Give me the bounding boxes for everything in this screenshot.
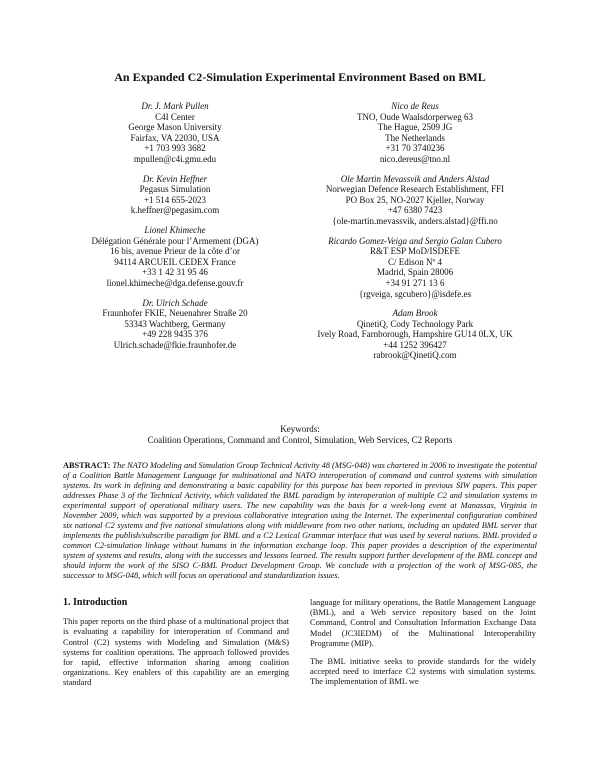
keywords-section: [0, 424, 600, 446]
body-column-right: [310, 598, 536, 696]
author-address: C/ Edison Nº 4: [387, 256, 443, 267]
author-email: {rgveiga, sgcubero}@isdefe.es: [359, 288, 471, 299]
author-affiliation: QinetiQ, Cody Technology Park: [356, 318, 474, 329]
author-block: [60, 298, 290, 351]
author-email: nico.dereus@tno.nl: [379, 153, 451, 164]
author-email: Ulrich.schade@fkie.fraunhofer.de: [113, 339, 237, 350]
body-paragraph: This paper reports on the third phase of a multinational project that is evaluating a capability for interoperation of Command and Control (C2) systems with Modeling and Simulation (M&S) systems for coalition operations. The approach followed provides for rapid, effective information sharing among coalition organizations. Key enablers of this capability are an emerging standard: [63, 617, 289, 688]
body-column-left: [63, 598, 289, 697]
body-paragraph: The BML initiative seeks to provide standards for the widely accepted need to interface C2 systems with simulation systems. The implementation of BML we: [310, 657, 536, 687]
author-affiliation: Pegasus Simulation: [139, 184, 211, 195]
author-block: [300, 236, 530, 300]
keywords-label: Keywords:: [280, 424, 320, 434]
author-email: {ole-martin.mevassvik, anders.alstad}@ffi.no: [332, 215, 498, 226]
author-email: mpullen@c4i.gmu.edu: [133, 153, 217, 164]
author-phone: +1 703 993 3682: [144, 143, 206, 154]
author-address: The Hague, 2509 JG: [377, 122, 453, 133]
author-affiliation: R&T ESP MoD/ISDEFE: [369, 246, 461, 257]
author-address: Ively Road, Farnborough, Hampshire GU14 0LX, UK: [317, 329, 513, 340]
author-name: Ole Martin Mevassvik and Anders Alstad: [340, 173, 490, 184]
author-affiliation: Délégation Générale pour l’Armement (DGA): [91, 235, 259, 246]
author-name: Lionel Khimeche: [144, 224, 206, 235]
keywords-text: Coalition Operations, Command and Control, Simulation, Web Services, C2 Reports: [147, 435, 453, 445]
abstract-text: The NATO Modeling and Simulation Group Technical Activity 48 (MSG-048) was chartered in 2006 to investigate the potential of a Coalition Battle Management Language for multinational and NATO interoperation of command and control systems with simulation systems. Its work in defining and demonstrating a basic capability for this purpose has been reported in previous SIW papers. This paper addresses Phase 3 of the Technical Activity, which validated the BML paradigm by interoperation of multiple C2 and simulation systems in experimental support of operational military users. The new capability was the basis for a week-long event at Manassas, Virginia in November 2009, which was supported by a previous collaborative integration using the Internet. The experimental configuration combined six national C2 systems and five national simulations along with middleware from two other nations, including an updated BML server that implements the publish/subscribe paradigm for BML and a C2 Lexical Grammar interface that was used by several nations. BML provided a common C2-simulation linkage without humans in the information exchange loop. This paper provides a description of the experimental system of systems and results, along with the successes and lessons learned. The results support further development of the BML concept and should inform the work of the SISO C-BML Product Development Group. We conclude with a projection of the work of MSG-085, the successor to MSG-048, which will focus on operational and standardization issues.: [63, 461, 537, 580]
paper-title: An Expanded C2-Simulation Experimental Environment Based on BML: [114, 70, 486, 84]
author-address: Madrid, Spain 28006: [376, 267, 454, 278]
body-paragraph: language for military operations, the Battle Management Language (BML), and a Web service repository based on the Joint Command, Control and Consultation Information Exchange Data Model (JC3IEDM) of the Multinational Interoperability Programme (MIP).: [310, 598, 536, 648]
author-phone: +33 1 42 31 95 46: [142, 267, 208, 278]
author-name: Dr. Kevin Heffner: [142, 173, 208, 184]
author-block: [60, 225, 290, 289]
author-phone: +49 228 9435 376: [142, 329, 208, 340]
author-column-left: [60, 101, 290, 359]
author-name: Ricardo Gomez-Veiga and Sergio Galan Cubero: [328, 235, 502, 246]
author-address: 94114 ARCUEIL CEDEX France: [114, 256, 236, 267]
author-name: Nico de Reus: [391, 101, 439, 111]
author-email: k.heffner@pegasim.com: [130, 205, 220, 216]
author-affiliation: Fraunhofer FKIE, Neuenahrer Straße 20: [102, 308, 248, 319]
author-email: rabrook@QinetiQ.com: [373, 350, 457, 361]
author-block: [300, 174, 530, 227]
author-affiliation: C4I Center: [155, 111, 195, 122]
author-phone: +1 514 655-2023: [143, 194, 207, 205]
abstract-label: ABSTRACT:: [63, 461, 111, 470]
author-name: Dr. Ulrich Schade: [142, 297, 208, 308]
author-column-right: [300, 101, 530, 370]
author-phone: +34 91 271 13 6: [385, 277, 445, 288]
author-affiliation: George Mason University: [128, 122, 222, 133]
author-block: [300, 101, 530, 165]
author-address: Fairfax, VA 22030, USA: [130, 132, 220, 143]
author-name: Adam Brook: [392, 308, 438, 319]
section-heading: 1. Introduction: [63, 597, 128, 608]
author-block: [60, 174, 290, 216]
author-block: [300, 308, 530, 361]
author-address: PO Box 25, NO-2027 Kjeller, Norway: [345, 194, 485, 205]
abstract-section: [63, 461, 537, 581]
author-address: 53343 Wachtberg, Germany: [124, 318, 226, 329]
author-address: 16 bis, avenue Prieur de la côte d’or: [110, 246, 240, 257]
author-affiliation: TNO, Oude Waalsdorperweg 63: [356, 111, 474, 122]
author-phone: +31 70 3740236: [385, 143, 445, 154]
author-block: [60, 101, 290, 165]
author-phone: +44 1252 396427: [383, 339, 447, 350]
author-address: The Netherlands: [385, 132, 445, 143]
author-affiliation: Norwegian Defence Research Establishment, FFI: [325, 184, 505, 195]
author-email: lionel.khimeche@dga.defense.gouv.fr: [106, 277, 244, 288]
author-name: Dr. J. Mark Pullen: [141, 101, 209, 111]
author-phone: +47 6380 7423: [387, 205, 443, 216]
